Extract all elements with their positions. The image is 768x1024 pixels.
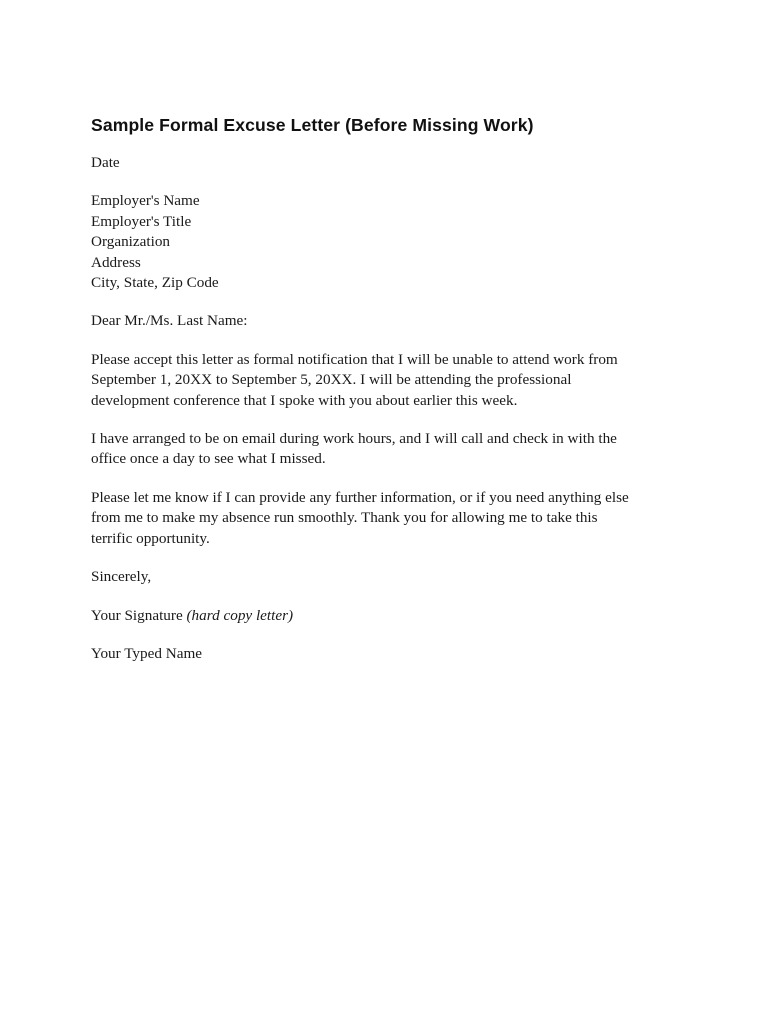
body-paragraph-1 (91, 350, 691, 411)
letter-title: Sample Formal Excuse Letter (Before Missing Work) (91, 115, 534, 135)
letter-body (91, 114, 691, 682)
typed-name: Your Typed Name (91, 644, 203, 662)
recipient-organization: Organization (91, 233, 171, 251)
recipient-address-block (91, 191, 691, 293)
body-paragraph-line: from me to make my absence run smoothly. Thank you for allowing me to take this (91, 509, 598, 527)
date-block (91, 153, 691, 173)
closing (91, 567, 691, 587)
body-paragraph-line: development conference that I spoke with you about earlier this week. (91, 391, 518, 409)
body-paragraph-line: terrific opportunity. (91, 529, 210, 547)
body-paragraph-line: September 1, 20XX to September 5, 20XX. I will be attending the professional (91, 371, 572, 389)
body-paragraph-line: Please accept this letter as formal notification that I will be unable to attend work from (91, 350, 618, 368)
body-paragraph-3 (91, 488, 691, 549)
salutation (91, 311, 691, 331)
signature-note: (hard copy letter) (186, 606, 294, 624)
body-paragraph-2 (91, 429, 691, 470)
recipient-address: Address (91, 253, 141, 271)
date-line: Date (91, 154, 120, 171)
body-paragraph-line: I have arranged to be on email during work hours, and I will call and check in with the (91, 430, 617, 448)
body-paragraph-line: Please let me know if I can provide any further information, or if you need anything else (91, 488, 629, 506)
signature-block (91, 606, 691, 626)
signature-label: Your Signature (91, 606, 183, 624)
body-paragraph-line: office once a day to see what I missed. (91, 450, 326, 468)
typed-name-block (91, 644, 691, 664)
recipient-title: Employer's Title (91, 212, 192, 230)
recipient-name: Employer's Name (91, 192, 200, 210)
closing-line: Sincerely, (91, 568, 152, 586)
recipient-city-state-zip: City, State, Zip Code (91, 274, 219, 292)
signature-line (91, 606, 691, 626)
salutation-line: Dear Mr./Ms. Last Name: (91, 312, 248, 330)
